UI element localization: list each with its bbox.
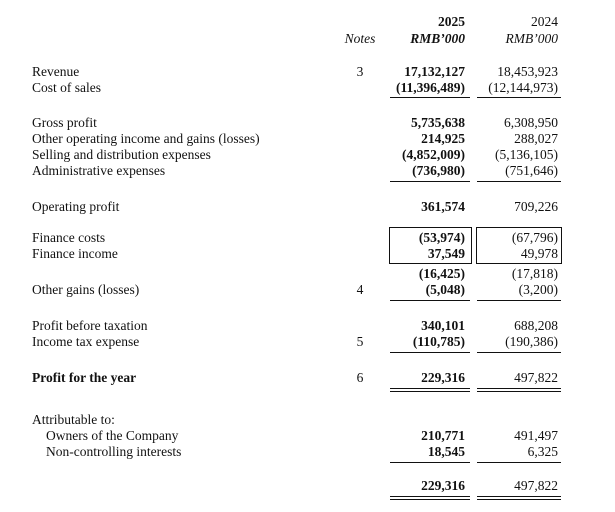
year-current-header: 2025 — [438, 14, 465, 29]
total-2025: 229,316 — [421, 478, 465, 493]
unit-prior-header: RMB’000 — [505, 31, 558, 46]
tax-2025: (110,785) — [412, 334, 465, 349]
rule-other-gains-2025 — [390, 300, 470, 301]
admin-2024: (751,646) — [505, 163, 558, 178]
rule-admin-2025 — [390, 181, 470, 182]
net-finance-2025: (16,425) — [418, 266, 465, 281]
rule-nci-2024 — [477, 462, 561, 463]
finance-income-label: Finance income — [32, 246, 118, 261]
admin-2025: (736,980) — [412, 163, 465, 178]
rule-cost-of-sales-2025 — [390, 97, 470, 98]
rule-admin-2024 — [477, 181, 561, 182]
rule-cost-of-sales-2024 — [477, 97, 561, 98]
tax-note: 5 — [356, 334, 364, 349]
rule-profit-year-2024-b — [477, 391, 561, 392]
other-income-2024: 288,027 — [514, 131, 558, 146]
total-2024: 497,822 — [514, 478, 558, 493]
cost-of-sales-2025: (11,396,489) — [396, 80, 465, 95]
profit-year-2025: 229,316 — [421, 370, 465, 385]
owners-label: Owners of the Company — [46, 428, 179, 443]
operating-profit-2025: 361,574 — [421, 199, 465, 214]
finance-income-2024: 49,978 — [520, 246, 558, 261]
cost-of-sales-label: Cost of sales — [32, 80, 101, 95]
operating-profit-2024: 709,226 — [514, 199, 558, 214]
other-gains-2025: (5,048) — [425, 282, 465, 297]
rule-total-2025-b — [390, 499, 470, 500]
revenue-note: 3 — [356, 64, 364, 79]
other-gains-2024: (3,200) — [518, 282, 558, 297]
nci-2025: 18,545 — [427, 444, 465, 459]
rule-tax-2025 — [390, 352, 470, 353]
finance-costs-2024: (67,796) — [511, 230, 558, 245]
rule-profit-year-2025-b — [390, 391, 470, 392]
gross-profit-2025: 5,735,638 — [411, 115, 465, 130]
profit-year-label: Profit for the year — [32, 370, 137, 385]
selling-label: Selling and distribution expenses — [32, 147, 211, 162]
gross-profit-2024: 6,308,950 — [504, 115, 558, 130]
finance-costs-2025: (53,974) — [418, 230, 465, 245]
attributable-label: Attributable to: — [32, 412, 115, 427]
profit-year-2024: 497,822 — [514, 370, 558, 385]
rule-tax-2024 — [477, 352, 561, 353]
other-income-2025: 214,925 — [421, 131, 465, 146]
nci-2024: 6,325 — [527, 444, 558, 459]
rule-other-gains-2024 — [477, 300, 561, 301]
pbt-2025: 340,101 — [421, 318, 465, 333]
net-finance-2024: (17,818) — [511, 266, 558, 281]
tax-2024: (190,386) — [505, 334, 558, 349]
gross-profit-label: Gross profit — [32, 115, 97, 130]
selling-2024: (5,136,105) — [495, 147, 558, 162]
other-gains-label: Other gains (losses) — [32, 282, 140, 297]
pbt-2024: 688,208 — [514, 318, 558, 333]
revenue-2025: 17,132,127 — [404, 64, 465, 79]
selling-2025: (4,852,009) — [402, 147, 465, 162]
unit-current-header: RMB’000 — [410, 31, 465, 46]
finance-costs-label: Finance costs — [32, 230, 106, 245]
pbt-label: Profit before taxation — [32, 318, 148, 333]
rule-profit-year-2025-a — [390, 388, 470, 389]
profit-year-note: 6 — [356, 370, 364, 385]
other-income-label: Other operating income and gains (losses) — [32, 131, 260, 146]
owners-2024: 491,497 — [514, 428, 558, 443]
rule-total-2024-b — [477, 499, 561, 500]
owners-2025: 210,771 — [421, 428, 465, 443]
year-prior-header: 2024 — [531, 14, 558, 29]
notes-header: Notes — [344, 31, 376, 46]
rule-profit-year-2024-a — [477, 388, 561, 389]
revenue-2024: 18,453,923 — [497, 64, 558, 79]
rule-total-2024-a — [477, 496, 561, 497]
operating-profit-label: Operating profit — [32, 199, 120, 214]
rule-nci-2025 — [390, 462, 470, 463]
nci-label: Non-controlling interests — [46, 444, 182, 459]
other-gains-note: 4 — [356, 282, 364, 297]
rule-total-2025-a — [390, 496, 470, 497]
finance-income-2025: 37,549 — [427, 246, 465, 261]
tax-label: Income tax expense — [32, 334, 140, 349]
admin-label: Administrative expenses — [32, 163, 166, 178]
cost-of-sales-2024: (12,144,973) — [488, 80, 558, 95]
revenue-label: Revenue — [32, 64, 80, 79]
